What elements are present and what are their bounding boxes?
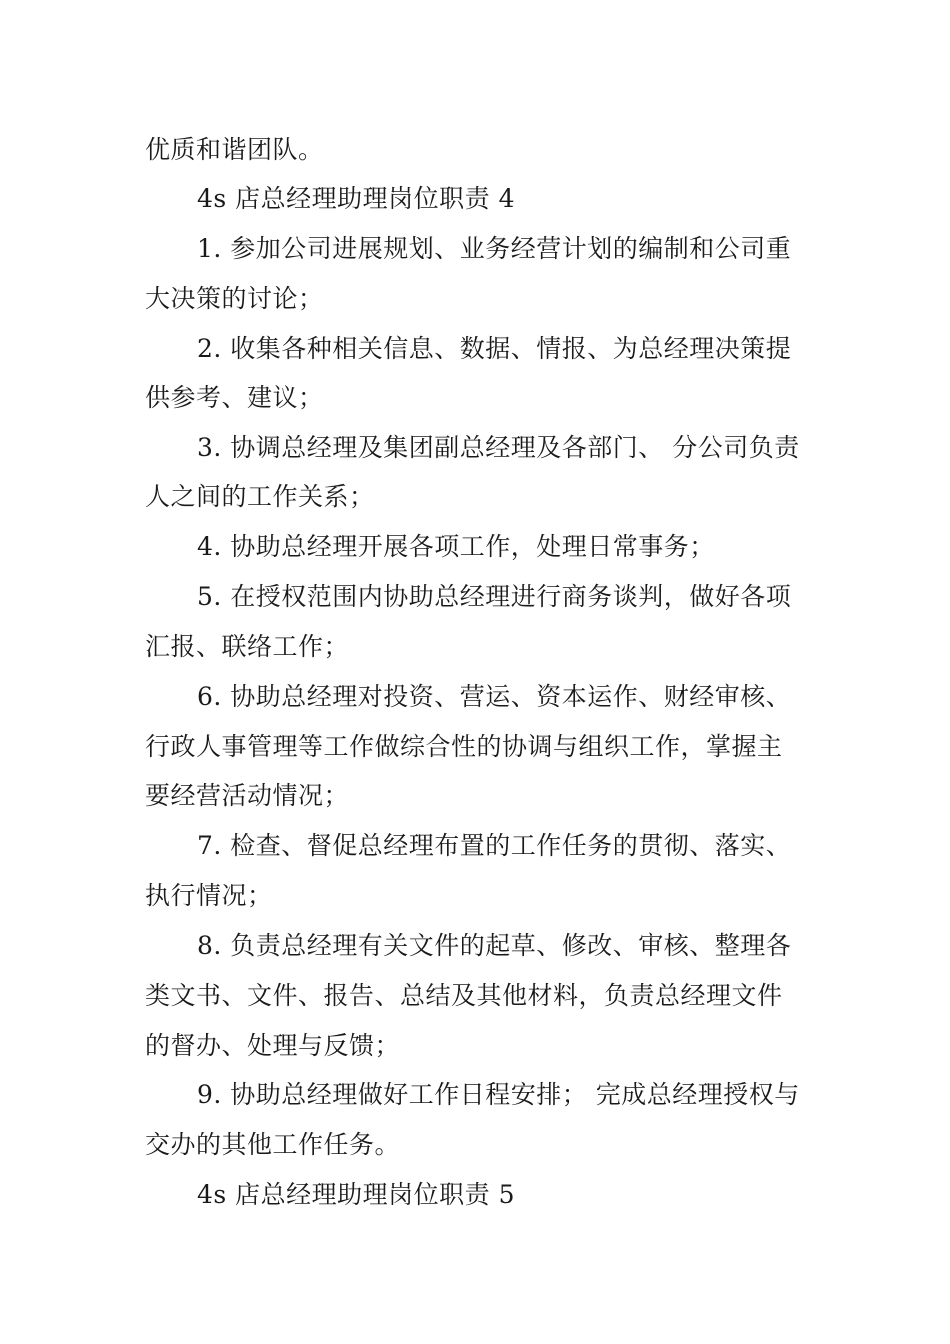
text-line: 行政人事管理等工作做综合性的协调与组织工作，掌握主 [145, 732, 783, 761]
text-line: 8. 负责总经理有关文件的起草、修改、审核、整理各 [197, 931, 792, 960]
text-line: 4. 协助总经理开展各项工作，处理日常事务； [197, 532, 715, 561]
section-heading: 4s 店总经理助理岗位职责 5 [197, 1180, 516, 1209]
text-line: 供参考、建议； [145, 383, 324, 412]
text-line: 执行情况； [145, 881, 273, 910]
text-line: 9. 协助总经理做好工作日程安排； 完成总经理授权与 [197, 1080, 800, 1109]
text-line: 2. 收集各种相关信息、数据、情报、为总经理决策提 [197, 334, 792, 363]
text-line: 交办的其他工作任务。 [145, 1130, 401, 1159]
text-line: 大决策的讨论； [145, 284, 324, 313]
text-line: 要经营活动情况； [145, 781, 350, 810]
text-line: 1. 参加公司进展规划、业务经营计划的编制和公司重 [197, 234, 792, 263]
section-heading: 4s 店总经理助理岗位职责 4 [197, 184, 516, 213]
text-line: 7. 检查、督促总经理布置的工作任务的贯彻、落实、 [197, 831, 792, 860]
text-line: 6. 协助总经理对投资、营运、资本运作、财经审核、 [197, 682, 792, 711]
text-line: 汇报、联络工作； [145, 632, 350, 661]
text-line: 5. 在授权范围内协助总经理进行商务谈判，做好各项 [197, 582, 792, 611]
text-line: 的督办、处理与反馈； [145, 1031, 401, 1060]
text-line: 人之间的工作关系； [145, 482, 375, 511]
text-line: 优质和谐团队。 [145, 135, 324, 164]
text-line: 3. 协调总经理及集团副总经理及各部门、 分公司负责 [197, 433, 800, 462]
text-line: 类文书、文件、报告、总结及其他材料，负责总经理文件 [145, 981, 783, 1010]
